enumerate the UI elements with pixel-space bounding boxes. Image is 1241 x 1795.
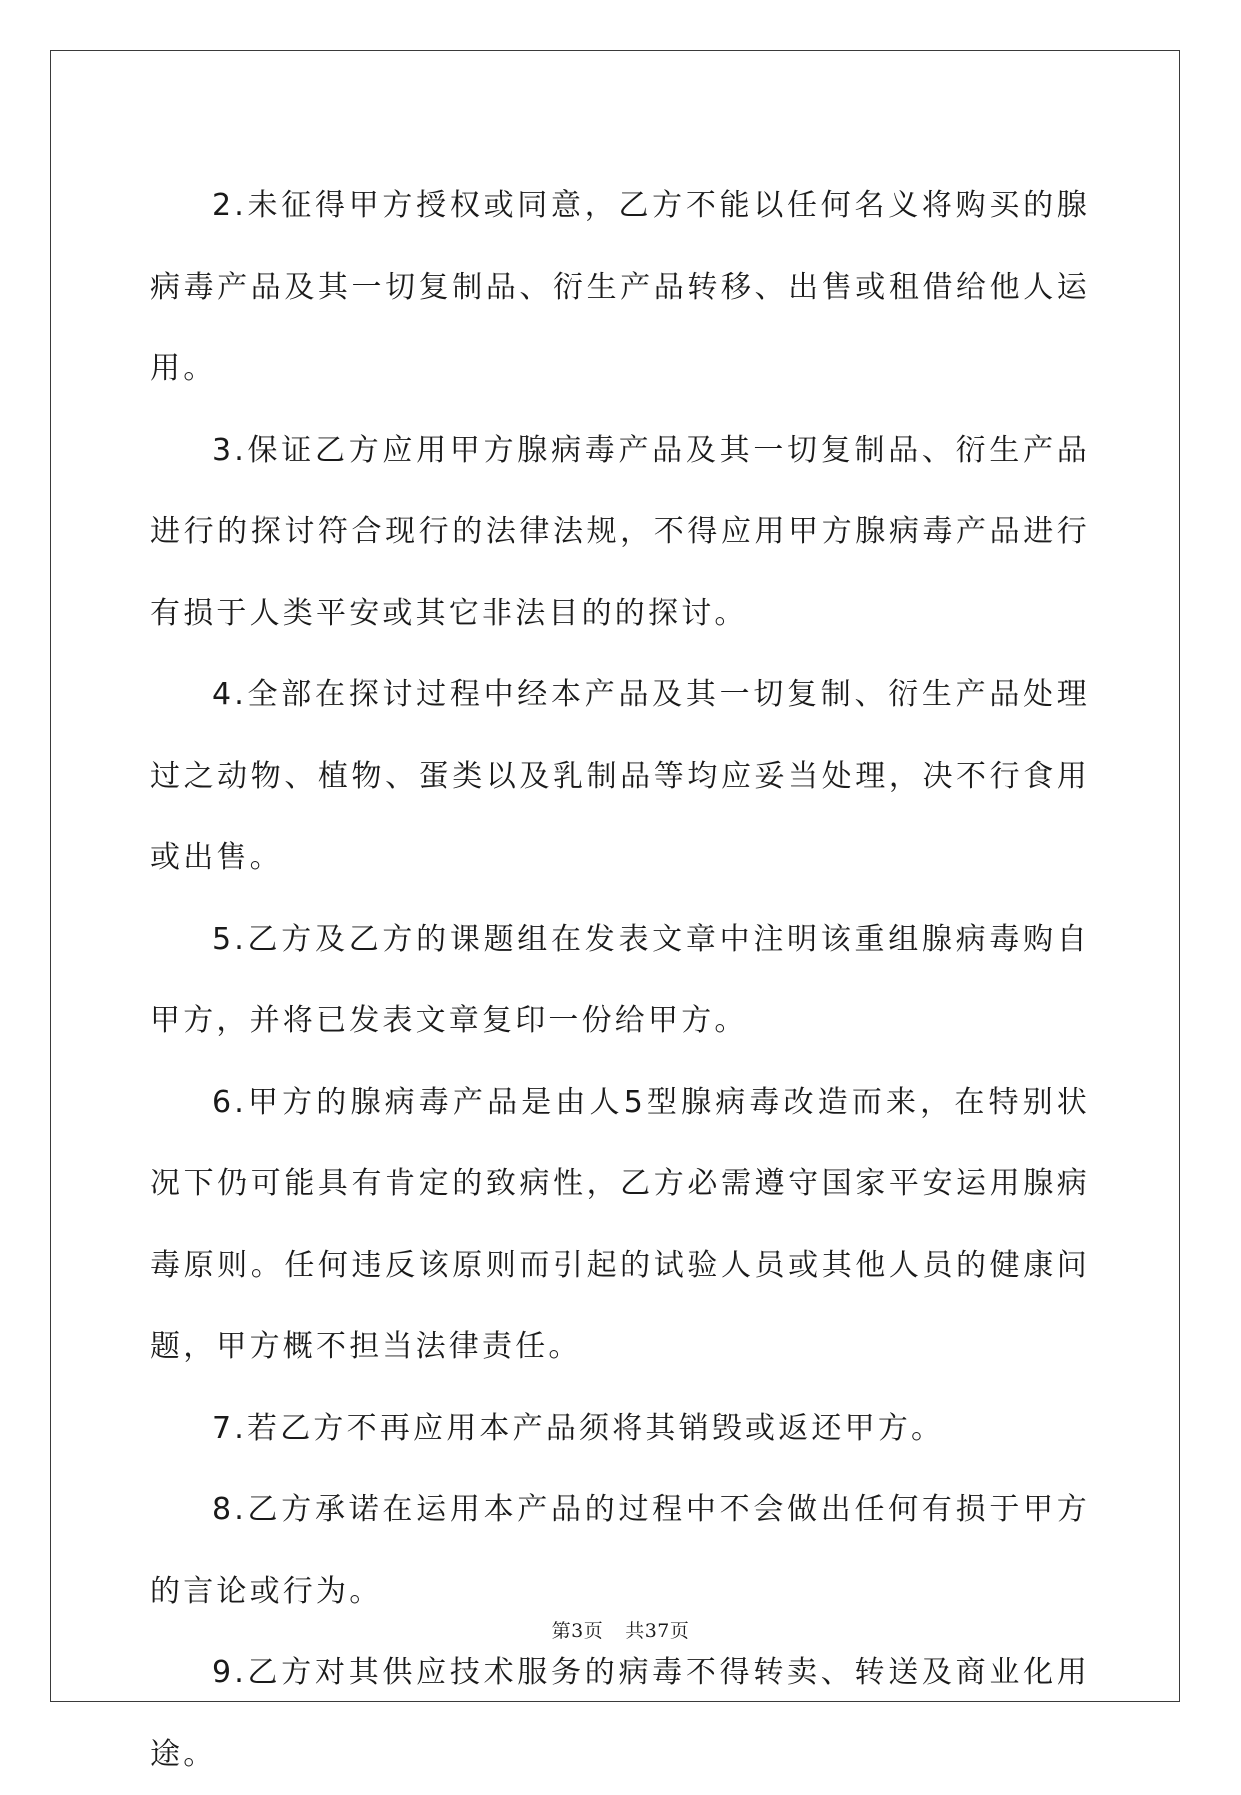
page-total: 共37页 [625,1620,690,1642]
document-body [150,165,1090,1795]
clause-6: 6.甲方的腺病毒产品是由人5型腺病毒改造而来，在特别状况下仍可能具有肯定的致病性，乙方必需遵守国家平安运用腺病毒原则。任何违反该原则而引起的试验人员或其他人员的健康问题，甲方概不担当法律责任。 [150,1084,1090,1364]
clause-8: 8.乙方承诺在运用本产品的过程中不会做出任何有损于甲方的言论或行为。 [150,1492,1090,1609]
clause-3: 3.保证乙方应用甲方腺病毒产品及其一切复制品、衍生产品进行的探讨符合现行的法律法规，不得应用甲方腺病毒产品进行有损于人类平安或其它非法目的的探讨。 [150,432,1090,631]
page-number: 第3页 [551,1620,604,1642]
clause-9: 9.乙方对其供应技术服务的病毒不得转卖、转送及商业化用途。 [150,1655,1090,1772]
clause-5: 5.乙方及乙方的课题组在发表文章中注明该重组腺病毒购自甲方，并将已发表文章复印一份给甲方。 [150,921,1090,1038]
page-footer [0,1616,1241,1643]
clause-7: 7.若乙方不再应用本产品须将其销毁或返还甲方。 [212,1410,945,1446]
clause-2: 2.未征得甲方授权或同意，乙方不能以任何名义将购买的腺病毒产品及其一切复制品、衍生产品转移、出售或租借给他人运用。 [150,188,1090,386]
clause-4: 4.全部在探讨过程中经本产品及其一切复制、衍生产品处理过之动物、植物、蛋类以及乳制品等均应妥当处理，决不行食用或出售。 [150,677,1090,875]
